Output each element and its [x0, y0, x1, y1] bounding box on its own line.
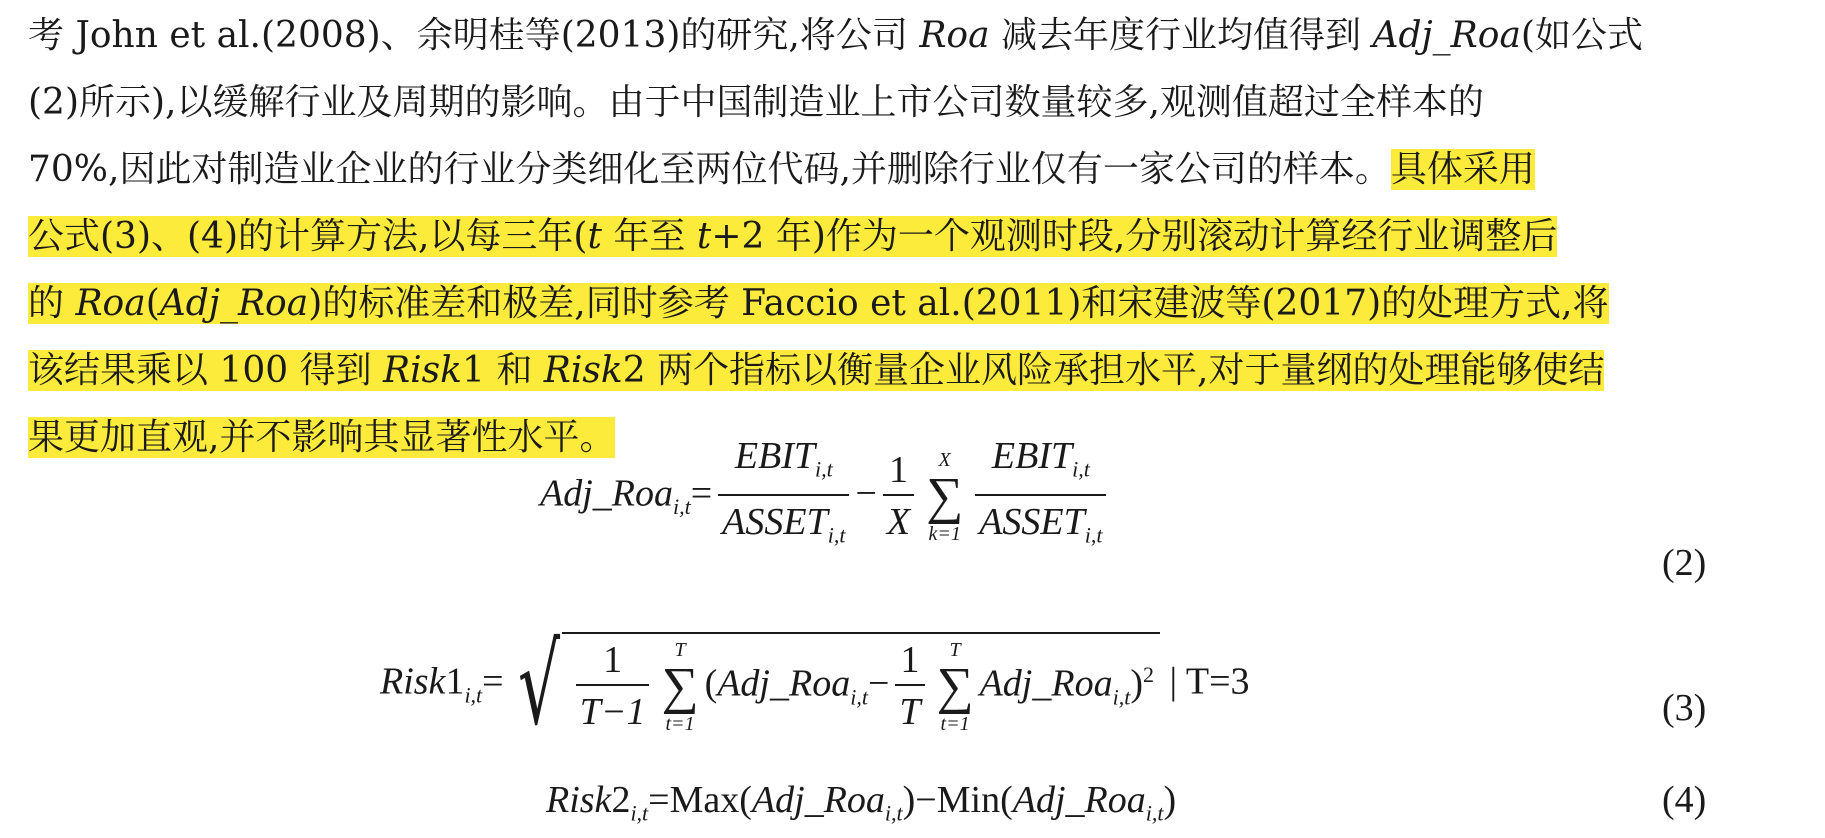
- eq4-close2: ): [1163, 779, 1177, 821]
- equation-number-2: (2): [1662, 542, 1707, 584]
- highlighted-text: 的: [28, 283, 76, 324]
- highlighted-text: )的标准差和极差,同时参考 Faccio et al.(2011)和宋建波等(2017)的处理方式,将: [308, 283, 1609, 324]
- paragraph-line: [28, 2, 1808, 69]
- highlighted-text: 该结果乘以 100 得到: [28, 350, 384, 391]
- highlighted-text: 2 两个指标以衡量企业风险承担水平,对于量纲的处理能够使结: [622, 350, 1605, 391]
- highlighted-text: +2 年)作为一个观测时段,分别滚动计算经行业调整后: [711, 216, 1558, 257]
- paragraph-line: [28, 69, 1808, 136]
- eq3-lhs-sub: i,t: [464, 682, 483, 708]
- eq2-fraction-2: [883, 446, 914, 548]
- eq4-term2: Adj_Roa: [1012, 779, 1146, 821]
- paragraph-line: [28, 203, 1808, 270]
- highlighted-text: 具体采用: [1390, 149, 1535, 190]
- eq3-minus: −: [867, 662, 890, 705]
- text-segment: Adj_Roa: [1372, 15, 1521, 56]
- text-segment: Roa: [919, 15, 990, 56]
- text-segment: 70%,因此对制造业企业的行业分类细化至两位代码,并删除行业仅有一家公司的样本。: [28, 149, 1391, 190]
- eq3-frac2-den: T: [899, 691, 921, 733]
- eq3-term-sub: i,t: [850, 684, 868, 710]
- eq2-den1: ASSET: [722, 500, 828, 543]
- eq3-frac2-num: 1: [895, 636, 924, 686]
- eq4-open1: (: [739, 779, 752, 821]
- eq2-frac2-den: X: [886, 500, 911, 543]
- eq3-power: 2: [1142, 662, 1154, 688]
- eq4-lhs: Risk: [546, 779, 612, 821]
- text-segment: 减去年度行业均值得到: [989, 15, 1373, 56]
- eq3-lhs: Risk: [380, 660, 446, 703]
- paragraph-line: [28, 337, 1808, 404]
- eq2-sum-upper: X: [938, 448, 951, 471]
- highlighted-text: 1 和: [461, 350, 544, 391]
- eq2-summation: X ∑ k=1: [926, 448, 964, 545]
- eq3-lhs-suffix: 1: [445, 660, 465, 703]
- highlighted-text: Risk: [383, 350, 462, 391]
- eq3-term2: Adj_Roa: [979, 662, 1113, 705]
- eq4-lhs-sub: i,t: [630, 800, 649, 826]
- eq3-condition: | T=3: [1169, 660, 1250, 703]
- eq3-term2-sub: i,t: [1112, 684, 1131, 710]
- equation-number-3: (3): [1662, 687, 1707, 729]
- eq3-term: Adj_Roa: [717, 662, 851, 705]
- eq2-num1-sub: i,t: [815, 456, 833, 482]
- eq4-minus: −: [915, 779, 937, 821]
- highlighted-text: t: [696, 216, 712, 257]
- eq2-den3-sub: i,t: [1084, 522, 1103, 548]
- eq2-den3: ASSET: [979, 500, 1085, 543]
- eq4-lhs-suffix: 2: [611, 779, 631, 821]
- eq2-num3-sub: i,t: [1072, 456, 1090, 482]
- eq3-summation-1: T ∑ t=1: [661, 639, 699, 735]
- eq3-sum1-upper: T: [674, 639, 686, 661]
- eq2-fraction-3: [975, 432, 1106, 561]
- eq2-equals: =: [690, 472, 713, 515]
- highlighted-text: 年至: [601, 216, 697, 257]
- equation-2: [540, 432, 1112, 561]
- eq2-fraction-1: [718, 432, 849, 561]
- eq3-fraction-1: [576, 636, 650, 738]
- eq3-frac-num: 1: [576, 636, 650, 686]
- eq3-close-paren: ): [1130, 662, 1143, 705]
- equation-4: [546, 778, 1176, 827]
- eq4-min: Min: [936, 779, 1001, 821]
- highlighted-text: 果更加直观,并不影响其显著性水平。: [28, 417, 616, 458]
- eq2-frac2-num: 1: [883, 446, 914, 496]
- paragraph-line: [28, 270, 1808, 337]
- eq2-sum-lower: k=1: [928, 522, 961, 545]
- eq2-lhs: Adj_Roa: [540, 472, 673, 515]
- highlighted-text: Risk: [543, 350, 623, 391]
- highlighted-text: Adj_Roa: [159, 283, 309, 324]
- eq3-equals: =: [482, 660, 504, 703]
- eq4-equals: =: [648, 779, 670, 821]
- eq4-term1-sub: i,t: [884, 800, 903, 826]
- eq2-num3: EBIT: [991, 435, 1073, 477]
- text-segment: (如公式: [1520, 15, 1643, 56]
- eq3-radicand: [562, 632, 1160, 738]
- eq4-term2-sub: i,t: [1145, 800, 1164, 826]
- highlighted-text: Roa: [75, 283, 146, 324]
- eq3-open-paren: (: [704, 662, 718, 705]
- equation-number-4: (4): [1662, 779, 1707, 821]
- highlighted-text: 公式(3)、(4)的计算方法,以每三年(: [28, 216, 588, 257]
- eq2-lhs-sub: i,t: [672, 493, 691, 519]
- eq2-den1-sub: i,t: [827, 522, 846, 548]
- text-segment: 考 John et al.(2008)、余明桂等(2013)的研究,将公司: [28, 15, 920, 56]
- text-segment: (2)所示),以缓解行业及周期的影响。由于中国制造业上市公司数量较多,观测值超过全样本的: [28, 82, 1484, 123]
- eq3-sum2-upper: T: [949, 639, 961, 661]
- eq3-frac-den: T−1: [579, 691, 646, 733]
- eq3-summation-2: T ∑ t=1: [936, 639, 974, 735]
- body-paragraph: [28, 2, 1808, 471]
- highlighted-text: t: [587, 216, 602, 257]
- eq3-fraction-2: [895, 636, 924, 738]
- highlighted-text: (: [145, 283, 160, 324]
- eq3-sum2-lower: t=1: [940, 713, 970, 735]
- eq4-open2: (: [1000, 779, 1013, 821]
- eq3-sum1-lower: t=1: [665, 713, 695, 735]
- paragraph-line: [28, 136, 1808, 203]
- eq4-term1: Adj_Roa: [751, 779, 885, 821]
- eq4-close1: ): [902, 779, 916, 821]
- sqrt-icon: √: [517, 621, 560, 749]
- eq2-minus: −: [855, 472, 877, 515]
- eq2-num1: EBIT: [734, 435, 816, 477]
- eq4-max: Max: [669, 779, 740, 821]
- equation-3: [380, 621, 1250, 749]
